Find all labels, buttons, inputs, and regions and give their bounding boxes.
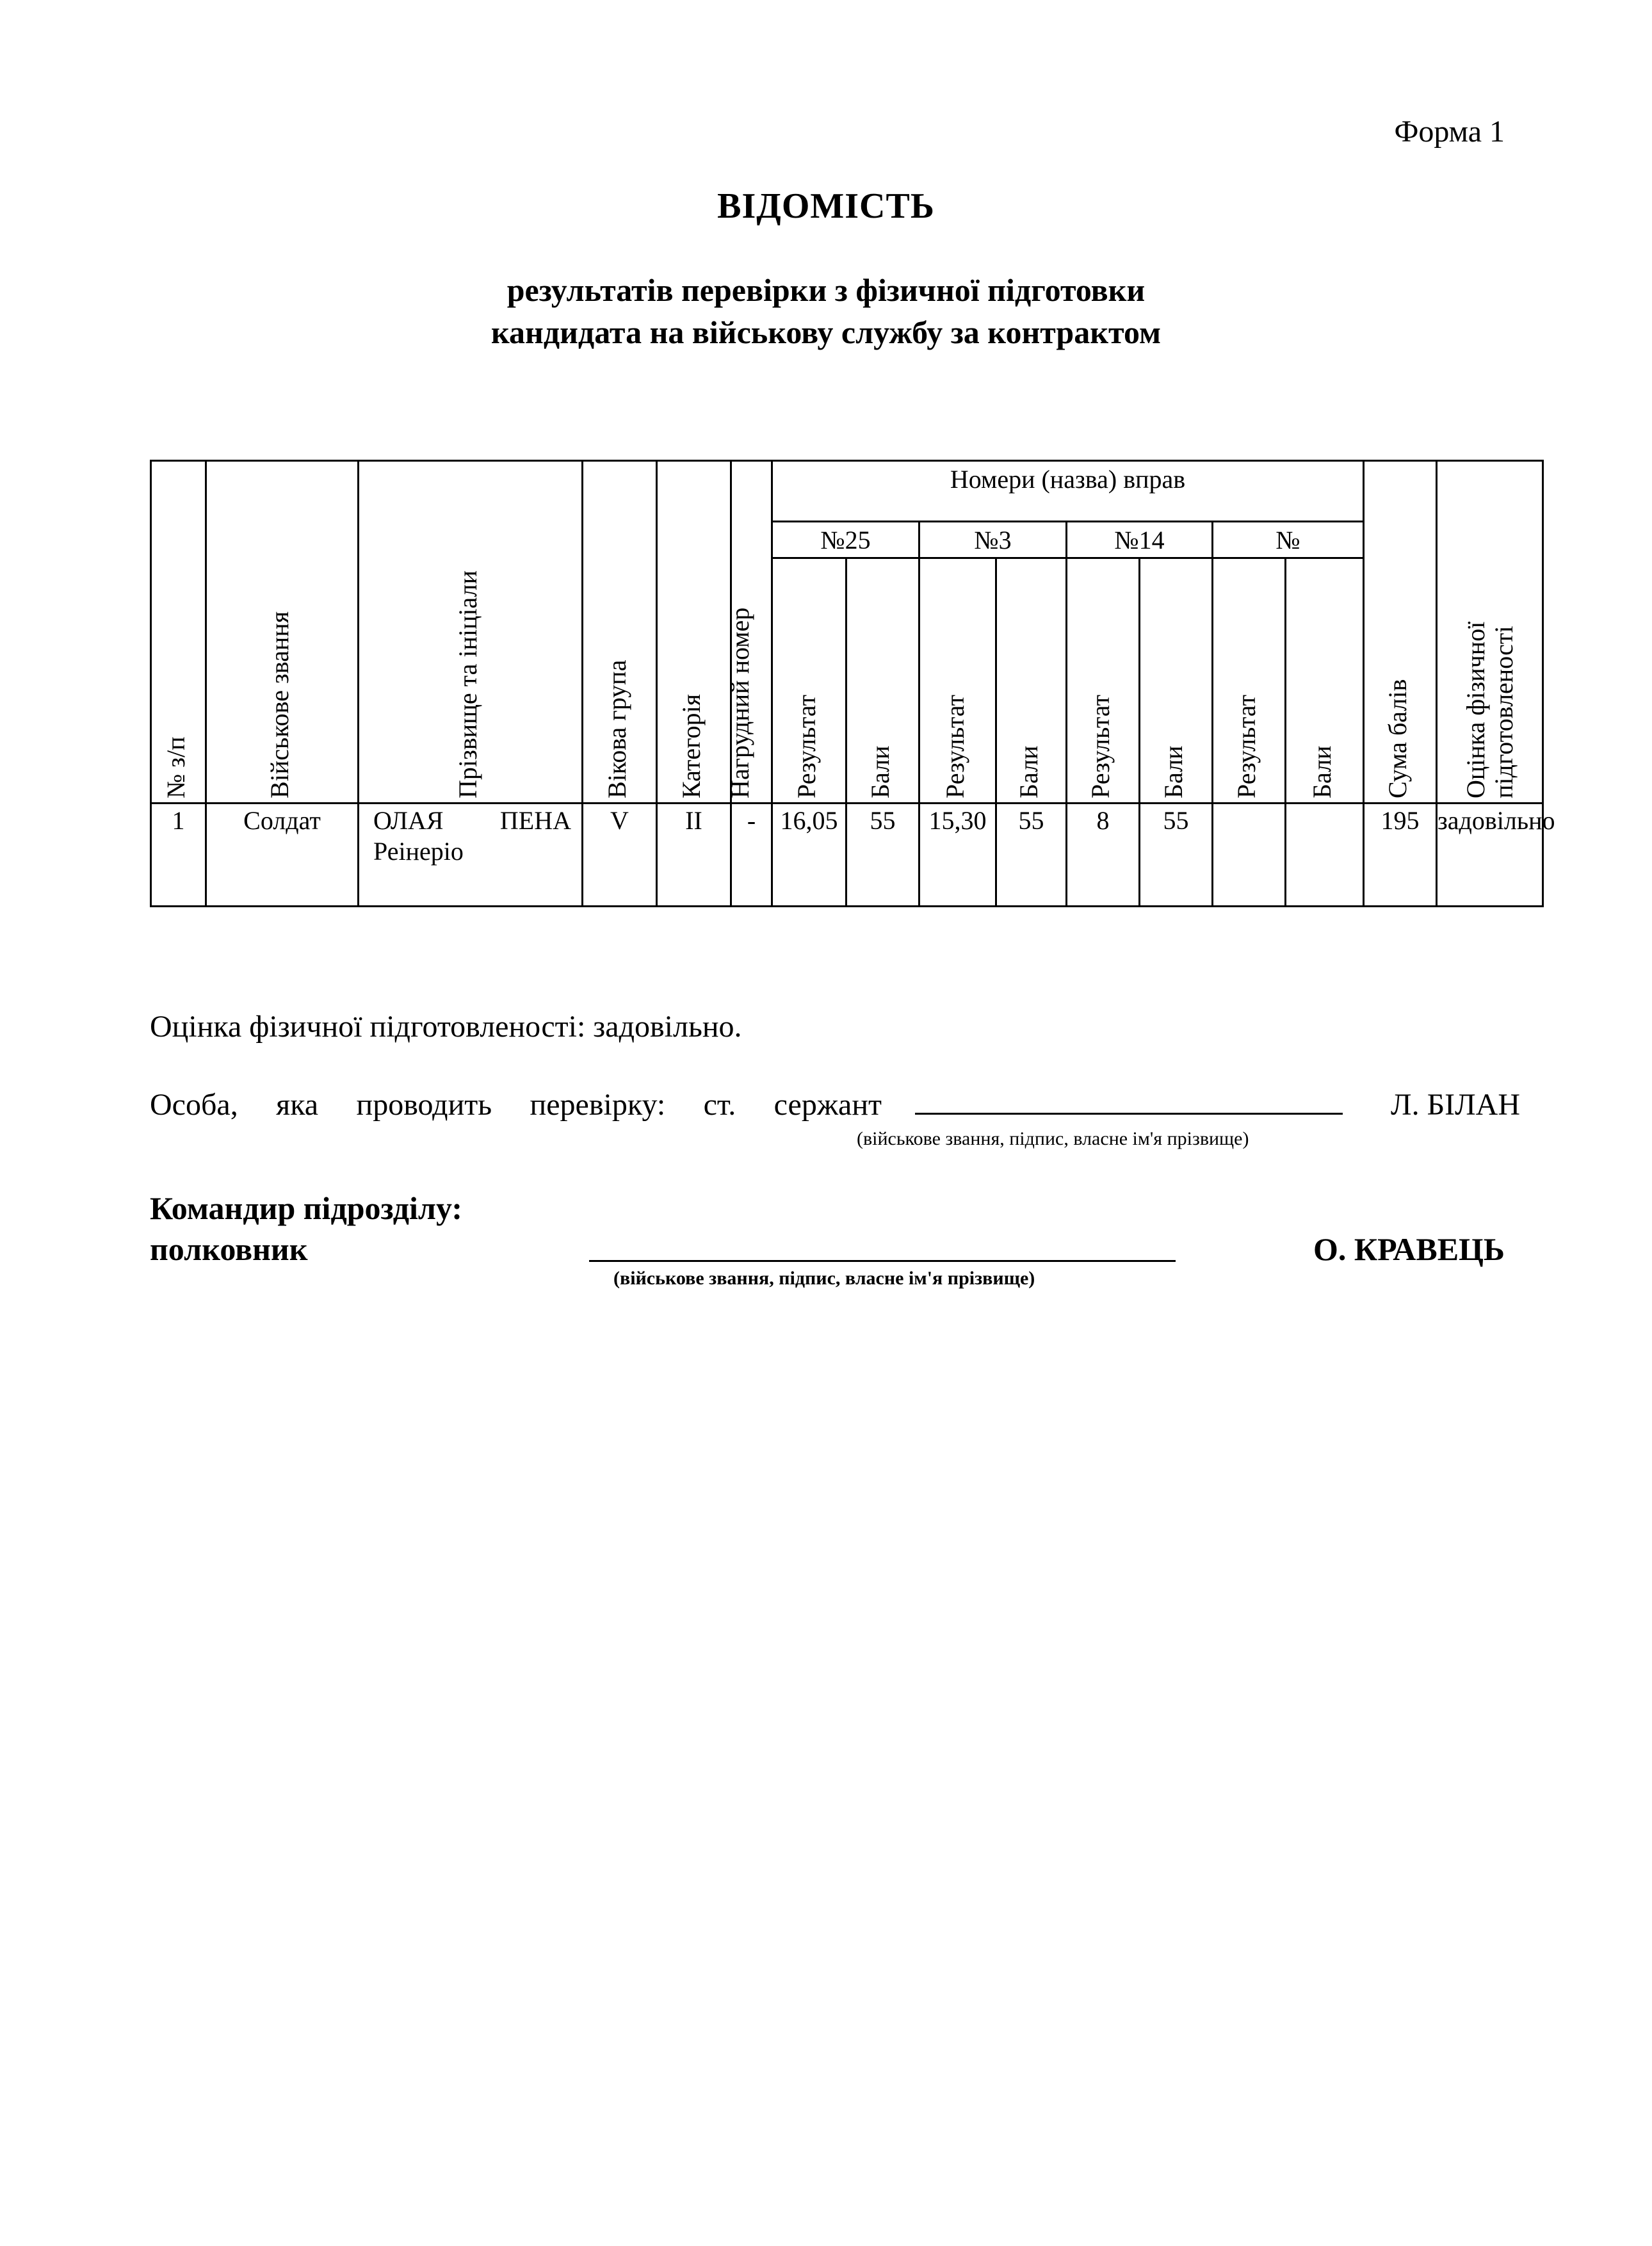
inspector-word: проводить	[356, 1088, 492, 1122]
header-category: Категорія	[657, 461, 731, 804]
cell-rank: Солдат	[206, 804, 359, 907]
header-ex4-result: Результат	[1213, 558, 1286, 804]
commander-caption: (військове звання, підпис, власне ім'я прізвище)	[613, 1268, 1035, 1289]
cell-sum: 195	[1364, 804, 1437, 907]
inspector-signature-line	[915, 1085, 1343, 1115]
header-ex1-result: Результат	[772, 558, 846, 804]
document-subtitle	[0, 269, 1652, 353]
header-badge: Нагрудний номер	[731, 461, 772, 804]
assessment-line: Оцінка фізичної підготовленості: задовільно.	[150, 1010, 742, 1044]
cell-ex3-points: 55	[1140, 804, 1213, 907]
document-title: ВІДОМІСТЬ	[717, 186, 935, 226]
table-row	[151, 804, 1543, 907]
header-age-group: Вікова група	[583, 461, 657, 804]
commander-name: О. КРАВЕЦЬ	[1313, 1231, 1505, 1267]
commander-signature-line	[589, 1260, 1176, 1262]
inspector-line	[150, 1085, 1520, 1122]
cell-ex1-result: 16,05	[772, 804, 846, 907]
cell-ex3-result: 8	[1067, 804, 1140, 907]
cell-num: 1	[151, 804, 206, 907]
form-label: Форма 1	[1394, 115, 1505, 149]
inspector-word: ст.	[703, 1088, 736, 1122]
cell-ex2-points: 55	[996, 804, 1067, 907]
header-exercises-group: Номери (назва) вправ	[772, 461, 1364, 522]
cell-assessment: задовільно	[1437, 804, 1543, 907]
inspector-word: яка	[276, 1088, 319, 1122]
cell-badge: -	[731, 804, 772, 907]
header-rank: Військове звання	[206, 461, 359, 804]
header-name: Прізвище та ініціали	[359, 461, 583, 804]
inspector-word: перевірку:	[530, 1088, 666, 1122]
inspector-name: Л. БІЛАН	[1391, 1088, 1520, 1122]
cell-ex4-points	[1286, 804, 1364, 907]
header-exercise-3: №14	[1067, 522, 1213, 558]
inspector-label	[150, 1087, 882, 1122]
results-table	[150, 460, 1555, 907]
header-assessment: Оцінка фізичної підготовленості	[1437, 461, 1543, 804]
cell-age-group: V	[583, 804, 657, 907]
subtitle-line-1: результатів перевірки з фізичної підготовки	[506, 272, 1146, 308]
inspector-word: Особа,	[150, 1088, 238, 1122]
inspector-caption: (військове звання, підпис, власне ім'я прізвище)	[857, 1128, 1249, 1149]
header-exercise-2: №3	[919, 522, 1067, 558]
header-sum: Сума балів	[1364, 461, 1437, 804]
header-ex2-result: Результат	[919, 558, 996, 804]
header-ex1-points: Бали	[846, 558, 919, 804]
cell-ex2-result: 15,30	[919, 804, 996, 907]
commander-label: Командир підрозділу:	[150, 1190, 462, 1226]
cell-name: ОЛАЯ ПЕНА Реінеріо	[359, 804, 583, 907]
inspector-word: сержант	[773, 1088, 882, 1122]
header-exercise-4: №	[1213, 522, 1364, 558]
commander-rank: полковник	[150, 1231, 308, 1267]
subtitle-line-2: кандидата на військову службу за контрактом	[490, 314, 1162, 350]
header-ex3-points: Бали	[1140, 558, 1213, 804]
header-ex4-points: Бали	[1286, 558, 1364, 804]
header-num: № з/п	[151, 461, 206, 804]
header-ex3-result: Результат	[1067, 558, 1140, 804]
cell-ex1-points: 55	[846, 804, 919, 907]
header-ex2-points: Бали	[996, 558, 1067, 804]
cell-category: II	[657, 804, 731, 907]
cell-ex4-result	[1213, 804, 1286, 907]
header-exercise-1: №25	[772, 522, 919, 558]
